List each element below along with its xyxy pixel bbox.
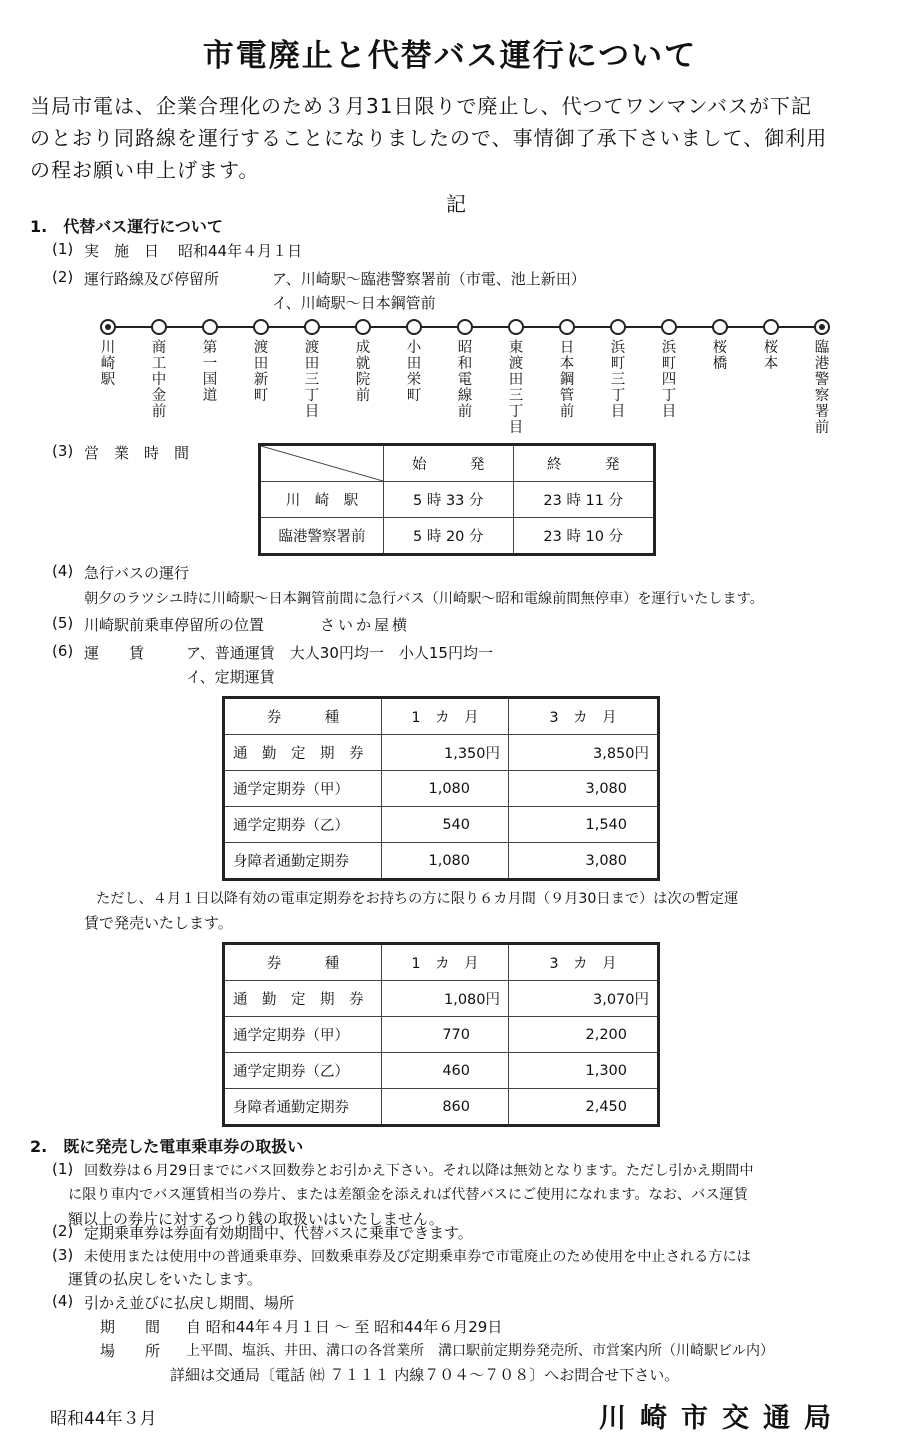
route-stop-label: 浜町三丁目 <box>610 340 626 420</box>
fare-header-type: 券 種 <box>224 698 382 735</box>
fare-3month: 2,450 <box>509 1089 659 1126</box>
route-stop-label: 渡田三丁目 <box>304 340 320 420</box>
place-label: 場 所 <box>100 1342 161 1360</box>
item2-label: 運行路線及び停留所 <box>84 270 220 288</box>
item3-number: (3) <box>52 442 74 460</box>
route-stop-marker <box>253 319 269 335</box>
fare-type: 通学定期券（乙） <box>224 807 382 843</box>
fare-commuter: イ、定期運賃 <box>186 668 275 686</box>
hours-corner-cell <box>260 445 384 482</box>
contact-info: 詳細は交通局〔電話 ㈳ ７１１１ 内線７０４〜７０８〕へお問合せ下さい。 <box>170 1366 680 1384</box>
s2-item2-number: (2) <box>52 1222 74 1240</box>
fare-type: 通学定期券（乙） <box>224 1053 382 1089</box>
interim-fare-table <box>222 942 660 1127</box>
route-stop-marker <box>508 319 524 335</box>
fare-1month: 460 <box>382 1053 509 1089</box>
route-stop-label: 臨港警察署前 <box>814 340 830 436</box>
intro-line-3: の程お願い申上げます。 <box>30 158 260 182</box>
route-stop-marker <box>355 319 371 335</box>
s2-item3-line-2: 運賃の払戻しをいたします。 <box>68 1270 262 1288</box>
section1-heading: 1. 代替バス運行について <box>30 217 223 236</box>
fare-3month: 1,300 <box>509 1053 659 1089</box>
route-stop-marker <box>814 319 830 335</box>
item1-number: (1) <box>52 240 74 258</box>
item4-number: (4) <box>52 562 74 580</box>
item4-label: 急行バスの運行 <box>84 564 190 582</box>
route-stop-label: 第一国道 <box>202 340 218 404</box>
fare-3month: 3,080 <box>509 771 659 807</box>
route-stop-marker <box>457 319 473 335</box>
route-stop-label: 商工中金前 <box>151 340 167 420</box>
route-stop-label: 桜橋 <box>712 340 728 372</box>
fare-3month: 1,540 <box>509 807 659 843</box>
fare-header-3month: 3 カ 月 <box>509 698 659 735</box>
issuer-name: 川崎市交通局 <box>599 1403 845 1434</box>
fare-header-1month: 1 カ 月 <box>382 698 509 735</box>
hours-last: 23 時 10 分 <box>513 518 654 555</box>
route-stop-marker <box>151 319 167 335</box>
item4-text: 朝夕のラツシユ時に川崎駅〜日本鋼管前間に急行バス（川崎駅〜昭和電線前間無停車）を運行いたします。 <box>84 591 764 607</box>
item5-number: (5) <box>52 614 74 632</box>
route-stop-label: 桜本 <box>763 340 779 372</box>
hours-station: 川 崎 駅 <box>260 482 384 518</box>
fare-type: 通 勤 定 期 券 <box>224 735 382 771</box>
route-stop-marker <box>610 319 626 335</box>
fare-1month: 1,080円 <box>382 981 509 1017</box>
document-title: 市電廃止と代替バス運行について <box>202 38 698 74</box>
intro-line-2: のとおり同路線を運行することになりましたので、事情御了承下さいまして、御利用 <box>30 126 828 150</box>
s2-item1-line-3: 額以上の券片に対するつり銭の取扱いはいたしません。 <box>68 1210 444 1228</box>
fare-3month: 3,080 <box>509 843 659 880</box>
commuter-fare-table <box>222 696 660 881</box>
item5-label: 川崎駅前乗車停留所の位置 <box>84 616 265 634</box>
route-stop-label: 浜町四丁目 <box>661 340 677 420</box>
hours-table <box>258 443 656 556</box>
fare-header-1month: 1 カ 月 <box>382 944 509 981</box>
fare-type: 身障者通勤定期券 <box>224 1089 382 1126</box>
period-label: 期 間 <box>100 1318 161 1336</box>
fare-type: 通学定期券（甲） <box>224 1017 382 1053</box>
route-stop-marker <box>661 319 677 335</box>
s2-item3-number: (3) <box>52 1246 74 1264</box>
s2-item3-line-1: 未使用または使用中の普通乗車券、回数乗車券及び定期乗車券で市電廃止のため使用を中止される方には <box>84 1249 751 1265</box>
route-a: ア、川崎駅〜臨港警察署前（市電、池上新田） <box>272 270 586 288</box>
fare-regular: ア、普通運賃 大人30円均一 小人15円均一 <box>186 644 493 662</box>
intro-line-1: 当局市電は、企業合理化のため３月31日限りで廃止し、代つてワンマンバスが下記 <box>30 94 813 118</box>
route-stop-marker <box>202 319 218 335</box>
s2-item4-number: (4) <box>52 1292 74 1310</box>
hours-last: 23 時 11 分 <box>513 482 654 518</box>
hours-first: 5 時 20 分 <box>384 518 514 555</box>
s2-item1-line-1: 回数券は６月29日までにバス回数券とお引かえ下さい。それ以降は無効となります。ただし引かえ期間中 <box>84 1163 754 1179</box>
item6-number: (6) <box>52 642 74 660</box>
s2-item4-label: 引かえ並びに払戻し期間、場所 <box>84 1294 295 1312</box>
route-stop-marker <box>559 319 575 335</box>
fare-3month: 2,200 <box>509 1017 659 1053</box>
footer-date: 昭和44年３月 <box>50 1409 157 1429</box>
hours-first: 5 時 33 分 <box>384 482 514 518</box>
fare-1month: 1,080 <box>382 843 509 880</box>
route-stop-label: 東渡田三丁目 <box>508 340 524 436</box>
route-stop-marker <box>304 319 320 335</box>
route-stop-label: 川崎駅 <box>100 340 116 388</box>
route-stop-label: 日本鋼管前 <box>559 340 575 420</box>
fare-type: 通学定期券（甲） <box>224 771 382 807</box>
hours-header-last: 終 発 <box>513 445 654 482</box>
fare-1month: 1,350円 <box>382 735 509 771</box>
interim-note-line-2: 賃で発売いたします。 <box>84 914 233 932</box>
period-value: 自 昭和44年４月１日 〜 至 昭和44年６月29日 <box>186 1318 503 1336</box>
fare-header-type: 券 種 <box>224 944 382 981</box>
s2-item1-number: (1) <box>52 1160 74 1178</box>
section2-heading: 2. 既に発売した電車乗車券の取扱い <box>30 1137 304 1156</box>
route-stop-label: 小田栄町 <box>406 340 422 404</box>
route-stop-marker <box>763 319 779 335</box>
hours-station: 臨港警察署前 <box>260 518 384 555</box>
item6-label: 運 賃 <box>84 644 145 662</box>
route-stop-label: 成就院前 <box>355 340 371 404</box>
fare-header-3month: 3 カ 月 <box>509 944 659 981</box>
item5-value: さいか屋横 <box>320 616 411 634</box>
fare-type: 通 勤 定 期 券 <box>224 981 382 1017</box>
route-stop-marker <box>406 319 422 335</box>
item1-value: 昭和44年４月１日 <box>178 242 303 260</box>
route-i: イ、川崎駅〜日本鋼管前 <box>272 294 436 312</box>
fare-1month: 1,080 <box>382 771 509 807</box>
route-stop-marker <box>100 319 116 335</box>
diagonal-line <box>261 446 383 481</box>
ki-heading: 記 <box>446 192 466 216</box>
interim-note-line-1: ただし、４月１日以降有効の電車定期券をお持ちの方に限り６カ月間（９月30日まで）は次の暫定運 <box>96 891 739 907</box>
item1-label: 実 施 日 <box>84 242 160 260</box>
item3-label: 営 業 時 間 <box>84 444 190 462</box>
fare-type: 身障者通勤定期券 <box>224 843 382 880</box>
item2-number: (2) <box>52 268 74 286</box>
fare-1month: 540 <box>382 807 509 843</box>
hours-header-first: 始 発 <box>384 445 514 482</box>
place-value: 上平間、塩浜、井田、溝口の各営業所 溝口駅前定期券発売所、市営案内所（川崎駅ビル内） <box>186 1343 774 1359</box>
s2-item1-line-2: に限り車内でバス運賃相当の券片、または差額金を添えれば代替バスにご使用になれます。なお、バス運賃 <box>68 1187 748 1203</box>
fare-3month: 3,850円 <box>509 735 659 771</box>
fare-3month: 3,070円 <box>509 981 659 1017</box>
route-stop-marker <box>712 319 728 335</box>
route-stop-label: 昭和電線前 <box>457 340 473 420</box>
fare-1month: 770 <box>382 1017 509 1053</box>
s2-item2-text: 定期乗車券は券面有効期間中、代替バスに乗車できます。 <box>84 1224 473 1242</box>
route-stop-label: 渡田新町 <box>253 340 269 404</box>
fare-1month: 860 <box>382 1089 509 1126</box>
